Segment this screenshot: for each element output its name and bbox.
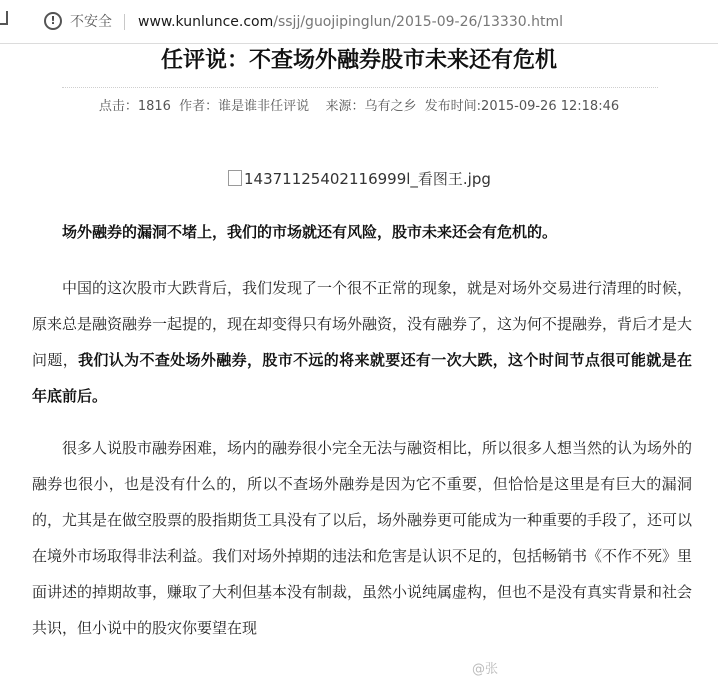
- source: 来源：乌有之乡: [325, 99, 417, 114]
- url-domain: www.kunlunce.com: [138, 14, 274, 30]
- author: 作者：谁是谁非任评说: [179, 99, 310, 114]
- browser-address-bar: [0, 0, 718, 44]
- article-title: 任评说：不查场外融券股市未来还有危机: [160, 48, 557, 73]
- lead-paragraph: [32, 214, 692, 250]
- address-separator: [124, 14, 125, 30]
- article-image: [228, 166, 491, 192]
- url-field[interactable]: [138, 12, 563, 32]
- title-divider: [62, 87, 658, 88]
- url-path: /ssjj/guojipinglun/2015-09-26/13330.html: [273, 14, 563, 30]
- publish-time: 发布时间:2015-09-26 12:18:46: [424, 99, 620, 114]
- watermark: @张: [460, 650, 718, 690]
- paragraph-1-text: 中国的这次股市大跌背后，我们发现了一个很不正常的现象，就是对场外交易进行清理的时候，原来总是融资融券一起提的，现在却变得只有场外融资，没有融券了，这为何不提融券，背后才是大问题，: [32, 279, 693, 369]
- image-alt-text: 14371125402116999l_看图王.jpg: [244, 170, 491, 188]
- article-meta: [0, 97, 718, 117]
- paragraph-2: 很多人说股市融券困难，场内的融券很小完全无法与融资相比，所以很多人想当然的认为场外的融券也很小，也是没有什么的，所以不查场外融券是因为它不重要，但恰恰是这里是有巨大的漏洞的，尤其是在做空股票的股指期货工具没有了以后，场外融券更可能成为一种重要的手段了，还可以在境外市场取得非法利益。我们对场外掉期的违法和危害是认识不足的，包括畅销书《不作不死》里面讲述的掉期故事，赚取了大利但基本没有制裁，虽然小说纯属虚构，但也不是没有真实背景和社会共识，但小说中的股灾你要望在现: [32, 439, 693, 637]
- article-body: [32, 214, 692, 662]
- warning-icon[interactable]: !: [44, 12, 62, 30]
- security-status[interactable]: 不安全: [70, 14, 112, 30]
- paragraph-1-bold: 我们认为不查处场外融券，股市不远的将来就要还有一次大跌，这个时间节点很可能就是在年底前后。: [32, 351, 692, 405]
- home-icon[interactable]: [0, 11, 8, 25]
- lead-text: 场外融券的漏洞不堵上，我们的市场就还有风险，股市未来还会有危机的。: [62, 223, 558, 241]
- paragraph-1: [32, 270, 692, 414]
- click-count: 点击：1816: [98, 99, 171, 114]
- broken-image-icon: [228, 170, 242, 186]
